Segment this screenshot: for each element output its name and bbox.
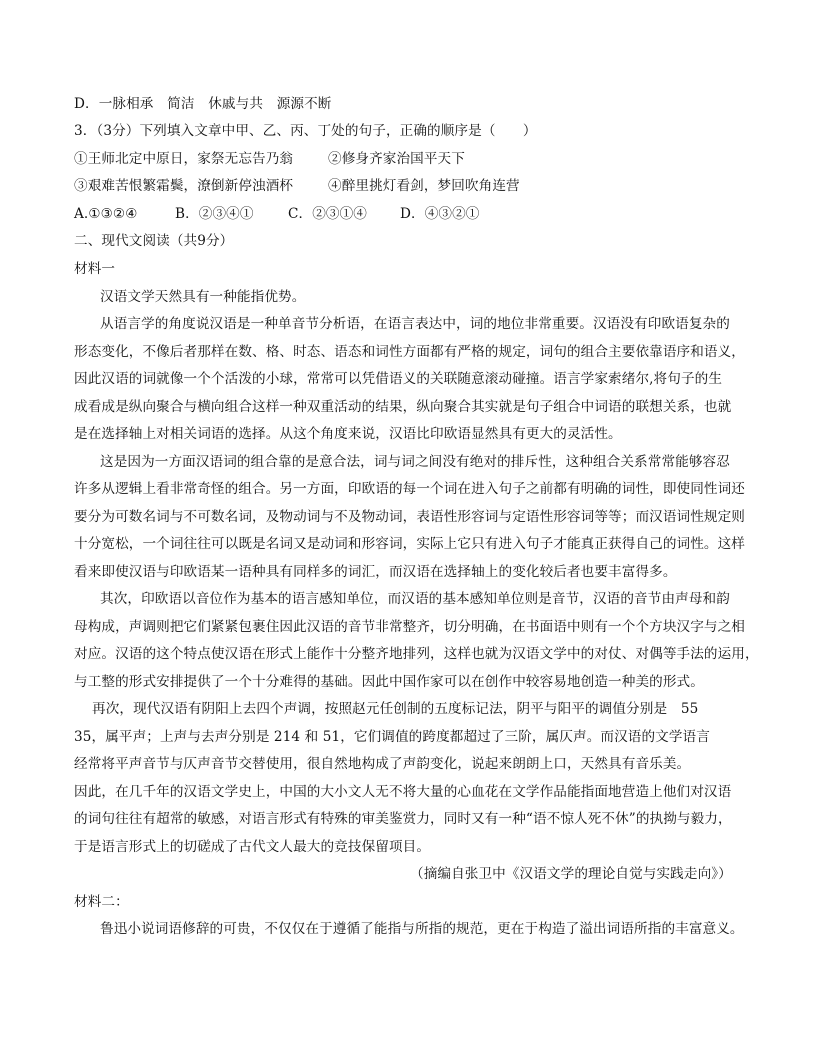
paragraph-5-line-1: 再次，现代汉语有阴阳上去四个声调，按照赵元任创制的五度标记法，阴平与阳平的调值分别是 55 — [92, 701, 699, 717]
paragraph-1-line: 汉语文学天然具有一种能指优势。 — [100, 289, 306, 305]
question-3-stem: 3．（3分）下列填入文章中甲、乙、丙、丁处的句子，正确的顺序是（ ） — [74, 123, 537, 139]
paragraph-2-line-3: 因此汉语的词就像一个个活泼的小球，常常可以凭借语义的关联随意滚动碰撞。语言学家索绪尔,将句子的生 — [74, 371, 723, 387]
material-2-paragraph-line-1: 鲁迅小说词语修辞的可贵，不仅仅在于遵循了能指与所指的规范，更在于构造了溢出词语所指的丰富意义。 — [100, 921, 744, 937]
section-heading-modern-reading: 二、现代文阅读（共9分） — [74, 233, 234, 249]
paragraph-3-line-4: 十分宽松，一个词往往可以既是名词又是动词和形容词，实际上它只有进入句子才能真正获得自己的词性。这样 — [74, 536, 745, 552]
paragraph-4-line-3: 对应。汉语的这个特点使汉语在形式上能作十分整齐地排列，这样也就为汉语文学中的对仗、对偶等手法的运用， — [74, 646, 759, 662]
paragraph-4-line-4: 与工整的形式安排提供了一个十分难得的基础。因此中国作家可以在创作中较容易地创造一种美的形式。 — [74, 674, 704, 690]
answer-option-a: A.①③②④ — [74, 206, 138, 222]
paragraph-6-line-3: 于是语言形式上的切磋成了古代文人最大的竞技保留项目。 — [74, 839, 431, 855]
material-1-label: 材料一 — [74, 261, 116, 277]
paragraph-4-line-2: 母构成，声调则把它们紧紧包裹住因此汉语的音节非常整齐，切分明确，在书面语中则有一个个方块汉字与之相 — [74, 619, 745, 635]
option-d-line: D．一脉相承 简洁 休戚与共 源源不断 — [74, 96, 332, 112]
answer-option-c: C．②③①④ — [288, 206, 367, 222]
paragraph-3-line-3: 要分为可数名词与不可数名词，及物动词与不及物动词，表语性形容词与定语性形容词等等；而汉语词性规定则 — [74, 509, 745, 525]
sentence-4: ④醉里挑灯看剑，梦回吹角连营 — [328, 178, 520, 194]
paragraph-2-line-1: 从语言学的角度说汉语是一种单音节分析语，在语言表达中，词的地位非常重要。汉语没有印欧语复杂的 — [100, 316, 730, 332]
answer-option-b: B．②③④① — [175, 206, 254, 222]
paragraph-2-line-2: 形态变化，不像后者那样在数、格、时态、语态和词性方面都有严格的规定，词句的组合主要依靠语序和语义， — [74, 344, 745, 360]
paragraph-3-line-1: 这是因为一方面汉语词的组合靠的是意合法，词与词之间没有绝对的排斥性，这种组合关系常常能够容忍 — [100, 454, 730, 470]
paragraph-5-line-3: 经常将平声音节与仄声音节交替使用，很自然地构成了声韵变化，说起来朗朗上口，天然具有音乐美。 — [74, 756, 691, 772]
paragraph-5-line-2: 35，属平声；上声与去声分别是 214 和 51，它们调值的跨度都超过了三阶，属仄声。而汉语的文学语言 — [74, 729, 710, 745]
sentence-1: ①王师北定中原日，家祭无忘告乃翁 — [74, 151, 294, 167]
paragraph-2-line-5: 是在选择轴上对相关词语的选择。从这个角度来说，汉语比印欧语显然具有更大的灵活性。 — [74, 426, 622, 442]
paragraph-2-line-4: 成看成是纵向聚合与横向组合这样一种双重活动的结果，纵向聚合其实就是句子组合中词语的联想关系，也就 — [74, 399, 732, 415]
paragraph-3-line-5: 看来即使汉语与印欧语某一语种具有同样多的词汇，而汉语在选择轴上的变化较后者也要丰富得多。 — [74, 564, 677, 580]
paragraph-6-line-1: 因此，在几千年的汉语文学史上，中国的大小文人无不将大量的心血花在文学作品能指面地营造上他们对汉语 — [74, 784, 732, 800]
answer-option-d: D．④③②① — [400, 206, 480, 222]
material-2-label: 材料二： — [74, 894, 129, 910]
paragraph-6-line-2: 的词句往往有超常的敏感，对语言形式有特殊的审美鉴赏力，同时又有一种“语不惊人死不休”的执拗与毅力， — [74, 811, 732, 827]
paragraph-4-line-1: 其次，印欧语以音位作为基本的语言感知单位，而汉语的基本感知单位则是音节，汉语的音节由声母和韵 — [100, 591, 730, 607]
sentence-2: ②修身齐家治国平天下 — [328, 151, 465, 167]
source-citation: （摘编自张卫中《汉语文学的理论自觉与实践走向》） — [410, 866, 732, 882]
sentence-3: ③艰难苦恨繁霜鬓，潦倒新停浊酒杯 — [74, 178, 294, 194]
paragraph-3-line-2: 许多从逻辑上看非常奇怪的组合。另一方面，印欧语的每一个词在进入句子之前都有明确的词性，即使同性词还 — [74, 481, 745, 497]
